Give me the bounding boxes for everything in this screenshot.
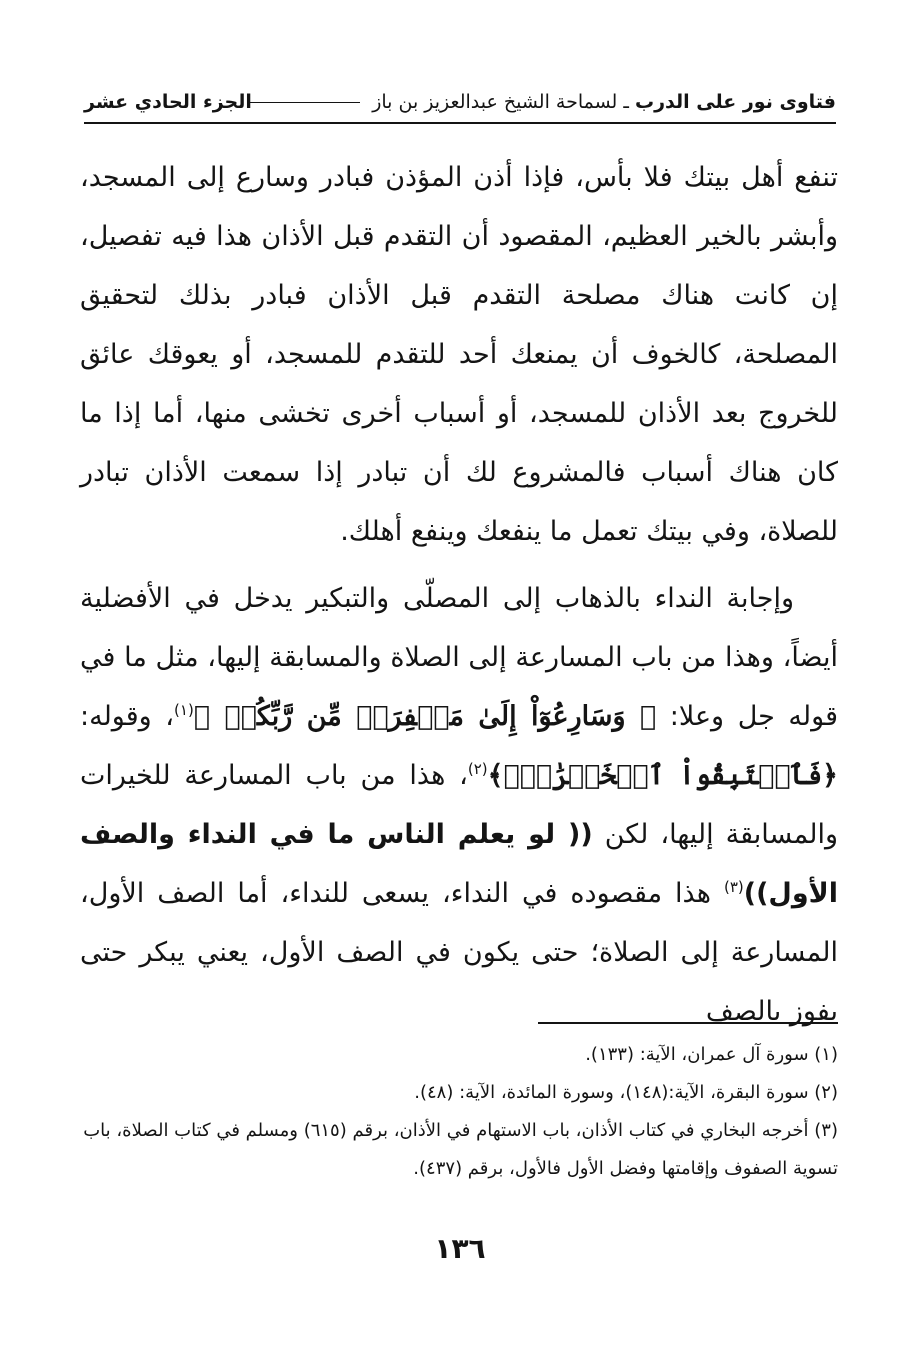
- footnote-divider: [538, 1022, 838, 1024]
- footnote-ref-3: (٣): [723, 878, 744, 896]
- paragraph-2: [80, 569, 838, 1041]
- footnote-1: (١) سورة آل عمران، الآية: (١٣٣).: [585, 1044, 838, 1065]
- book-title: فتاوى نور على الدرب: [635, 91, 836, 113]
- footnote-ref-2: (٢): [467, 760, 488, 778]
- quran-verse-1: ﴿ وَسَارِعُوٓاْ إِلَىٰ مَغۡفِرَةٖ مِّن رَّبِّكُمۡ ﴾: [193, 701, 657, 732]
- footnotes: [66, 1036, 838, 1188]
- paragraph-1: تنفع أهل بيتك فلا بأس، فإذا أذن المؤذن فبادر وسارع إلى المسجد، وأبشر بالخير العظيم، المقصود أن التقدم قبل الأذان هذا فيه تفصيل، إن كانت هناك مصلحة التقدم قبل الأذان فبادر بذلك لتحقيق المصلحة، كالخوف أن يمنعك أحد للتقدم للمسجد، أو يعوقك عائق للخروج بعد الأذان للمسجد، أو أسباب أخرى تخشى منها، أما إذا ما كان هناك أسباب فالمشروع لك أن تبادر إذا سمعت الأذان تبادر للصلاة، وفي بيتك تعمل ما ينفعك وينفع أهلك.: [80, 162, 838, 547]
- paragraph-2-text-d: هذا مقصوده في النداء، يسعى للنداء، أما الصف الأول، المسارعة إلى الصلاة؛ حتى يكون في الصف الأول، يعني يبكر حتى يفوز بالصف: [80, 878, 838, 1027]
- footnote-3: (٣) أخرجه البخاري في كتاب الأذان، باب الاستهام في الأذان، برقم (٦١٥) ومسلم في كتاب الصلاة، باب تسوية الصفوف وإقامتها وفضل الأول فالأول، برقم (٤٣٧).: [83, 1120, 838, 1179]
- paragraph-2-text-a: وإجابة النداء بالذهاب إلى المصلّى والتبكير يدخل في الأفضلية أيضاً، وهذا من باب المسارعة إلى الصلاة والمسابقة إليها، مثل ما في قوله جل وعلا:: [80, 583, 838, 732]
- footnote-2: (٢) سورة البقرة، الآية:(١٤٨)، وسورة المائدة، الآية: (٤٨).: [414, 1082, 838, 1103]
- paragraph-2-text-c: ، هذا من باب المسارعة للخيرات والمسابقة إليها، لكن: [80, 760, 838, 850]
- quran-verse-2: ﴿فَٱسۡتَبِقُواْ ٱلۡخَيۡرَٰتِۚ﴾: [487, 760, 838, 791]
- main-text: [80, 148, 838, 1041]
- paragraph-2-text-b: ، وقوله:: [80, 701, 175, 732]
- page-number: ١٣٦: [434, 1232, 486, 1265]
- footnote-ref-1: (١): [174, 701, 194, 719]
- hadith-quote: (( لو يعلم الناس ما في النداء والصف الأول)): [80, 819, 838, 909]
- volume-part: الجزء الحادي عشر: [84, 91, 252, 113]
- running-header: [84, 82, 836, 124]
- author-name: ـ لسماحة الشيخ عبدالعزيز بن باز: [372, 91, 629, 113]
- header-separator-line: [250, 102, 360, 103]
